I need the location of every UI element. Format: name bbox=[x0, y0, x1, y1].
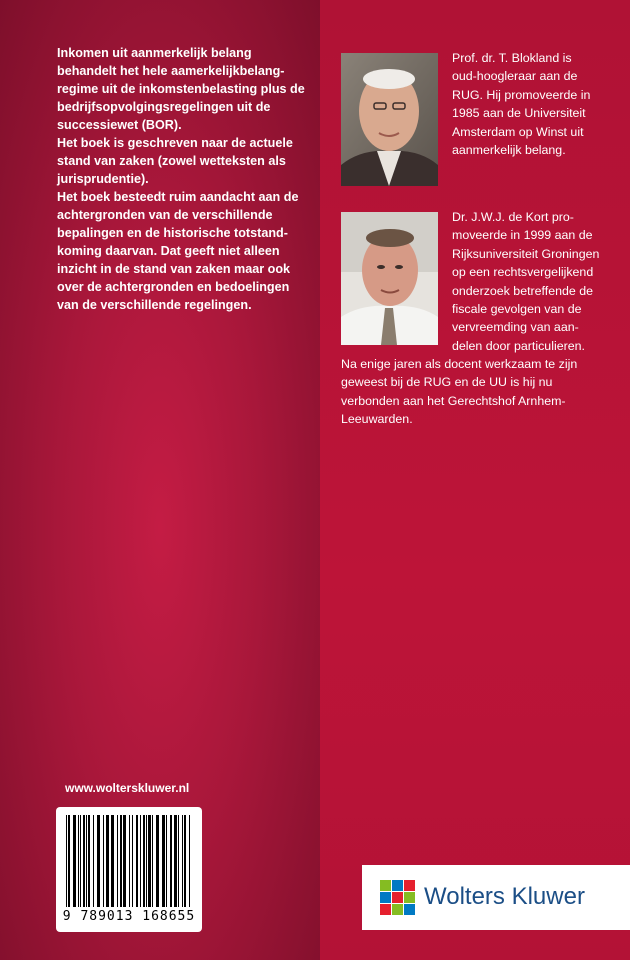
author-bio-blokland bbox=[452, 49, 622, 159]
barcode-bar bbox=[174, 815, 177, 907]
author-bio-de-kort bbox=[452, 208, 627, 355]
bio-line: vervreemding van aan- bbox=[452, 320, 579, 335]
isbn-number: 9 789013 168655 bbox=[62, 909, 196, 924]
barcode-bar bbox=[156, 815, 159, 907]
barcode-bar bbox=[136, 815, 138, 907]
bio-line: fiscale gevolgen van de bbox=[452, 302, 582, 317]
blurb-paragraph-2: Het boek is geschreven naar de actuele stand van zaken (zowel wetteksten als jurisprudentie). bbox=[57, 136, 293, 186]
barcode-bar bbox=[123, 815, 126, 907]
website-link[interactable]: www.wolterskluwer.nl bbox=[65, 781, 190, 795]
bio-line: oud-hoogleraar aan de bbox=[452, 69, 578, 84]
bio-line: geweest bij de RUG en de UU is hij nu bbox=[341, 375, 553, 390]
barcode-bar bbox=[86, 815, 87, 907]
bio-line: aanmerkelijk belang. bbox=[452, 143, 566, 158]
barcode-bar bbox=[111, 815, 114, 907]
barcode-bar bbox=[120, 815, 122, 907]
blurb-paragraph-3: Het boek besteedt ruim aandacht aan de achtergronden van de verschillende bepalingen en de historische totstand-koming daarvan. Dat geeft niet alleen inzicht in de stand van zaken maar ook over de achtergronden en bedoelingen van de verschillende regelingen. bbox=[57, 190, 299, 312]
barcode-bar bbox=[106, 815, 109, 907]
barcode-bar bbox=[117, 815, 118, 907]
barcode-bar bbox=[178, 815, 179, 907]
barcode-bar bbox=[162, 815, 165, 907]
portrait-de-kort bbox=[341, 212, 438, 345]
isbn-barcode bbox=[56, 807, 202, 932]
barcode-bar bbox=[97, 815, 100, 907]
bio-line: Leeuwarden. bbox=[341, 412, 413, 427]
barcode-bar bbox=[68, 815, 70, 907]
barcode-bar bbox=[140, 815, 141, 907]
barcode-bar bbox=[73, 815, 76, 907]
bio-line: Na enige jaren als docent werkzaam te zijn bbox=[341, 357, 578, 371]
barcode-bar bbox=[80, 815, 81, 907]
blurb-paragraph-1: Inkomen uit aanmerkelijk belang behandelt het hele aamerkelijkbelang-regime uit de inkomstenbelasting plus de bedrijfsopvolgingsregelingen uit de successiewet (BOR). bbox=[57, 46, 305, 132]
barcode-bar bbox=[78, 815, 79, 907]
bio-line: Rijksuniversiteit Groningen bbox=[452, 246, 600, 261]
author-photo-blokland bbox=[341, 53, 438, 186]
barcode-bar bbox=[189, 815, 190, 907]
barcode-bar bbox=[182, 815, 183, 907]
bio-line: Amsterdam op Winst uit bbox=[452, 124, 584, 139]
bio-line: Dr. J.W.J. de Kort pro- bbox=[452, 210, 574, 224]
barcode-bar bbox=[93, 815, 94, 907]
barcode-bar bbox=[148, 815, 151, 907]
bio-line: onderzoek betreffende de bbox=[452, 283, 593, 298]
portrait-blokland bbox=[341, 53, 438, 186]
barcode-bar bbox=[166, 815, 167, 907]
barcode-bar bbox=[143, 815, 145, 907]
barcode-bar bbox=[152, 815, 153, 907]
barcode-bar bbox=[103, 815, 104, 907]
barcode-bars bbox=[56, 811, 202, 911]
author-bio-de-kort-continued bbox=[341, 355, 621, 429]
bio-line: verbonden aan het Gerechtshof Arnhem- bbox=[341, 393, 566, 408]
barcode-bar bbox=[83, 815, 85, 907]
barcode-bar bbox=[170, 815, 172, 907]
bio-line: delen door particulieren. bbox=[452, 338, 585, 353]
bio-line: Prof. dr. T. Blokland is bbox=[452, 51, 572, 65]
barcode-bar bbox=[129, 815, 130, 907]
bio-line: moveerde in 1999 aan de bbox=[452, 228, 593, 243]
book-blurb bbox=[57, 44, 307, 314]
wolters-kluwer-logo-icon bbox=[378, 878, 418, 918]
barcode-bar bbox=[184, 815, 186, 907]
bio-line: 1985 aan de Universiteit bbox=[452, 106, 586, 121]
barcode-bar bbox=[132, 815, 133, 907]
publisher-logo bbox=[362, 865, 630, 930]
barcode-bar bbox=[66, 815, 67, 907]
publisher-name: Wolters Kluwer bbox=[424, 883, 585, 910]
barcode-bar bbox=[146, 815, 147, 907]
bio-line: op een rechtsvergelijkend bbox=[452, 265, 594, 280]
author-photo-de-kort bbox=[341, 212, 438, 345]
barcode-bar bbox=[88, 815, 90, 907]
bio-line: RUG. Hij promoveerde in bbox=[452, 87, 591, 102]
